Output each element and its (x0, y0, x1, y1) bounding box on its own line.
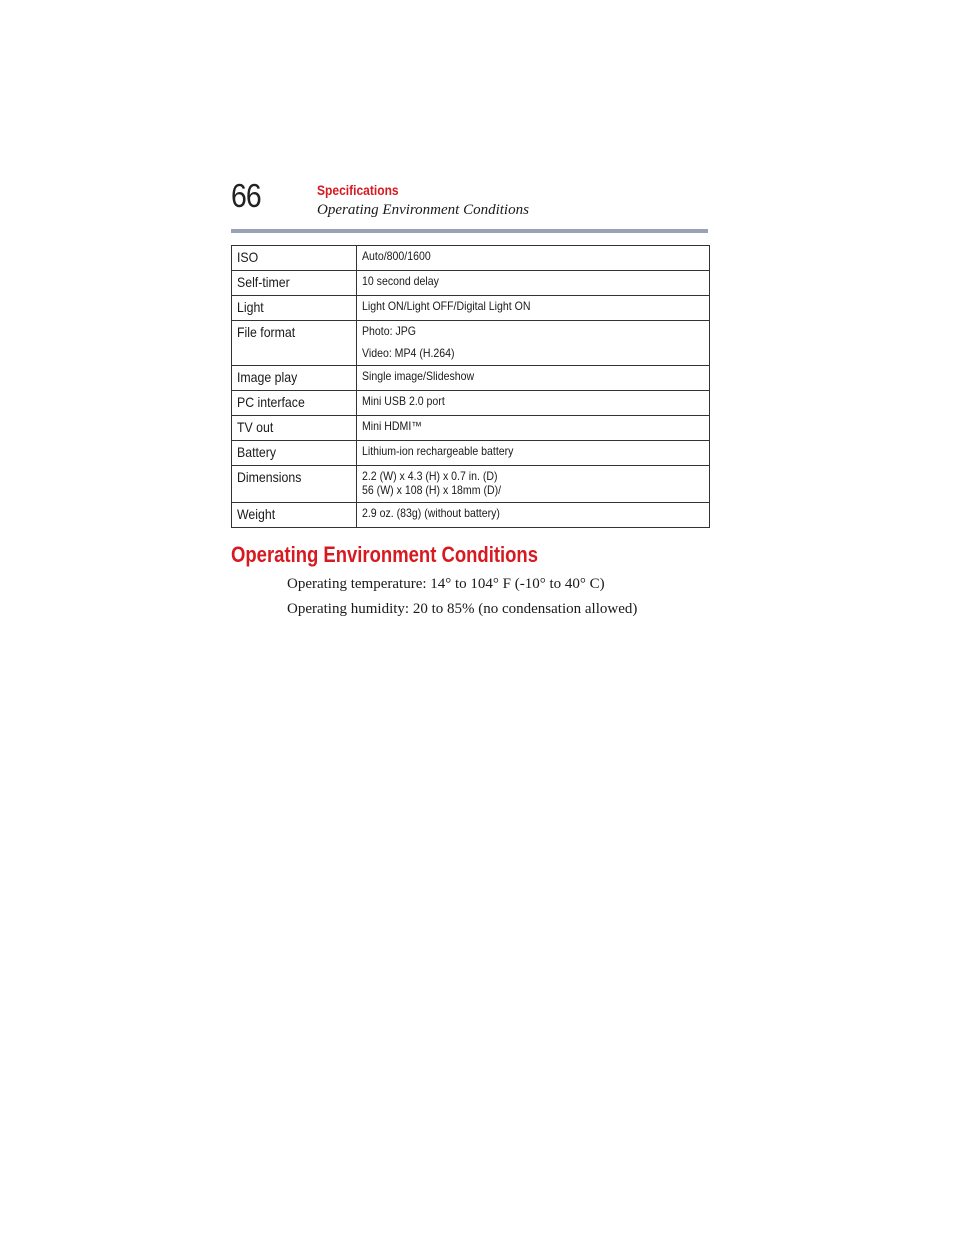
table-row (232, 466, 710, 503)
spec-value: Lithium-ion rechargeable battery (357, 441, 710, 466)
spec-value: Photo: JPG Video: MP4 (H.264) (357, 321, 710, 366)
spec-label: ISO (232, 246, 357, 271)
spec-label: Battery (232, 441, 357, 466)
running-header-subsection: Operating Environment Conditions (317, 202, 529, 218)
section-heading: Operating Environment Conditions (231, 542, 538, 567)
table-row (232, 441, 710, 466)
table-row (232, 296, 710, 321)
header-rule (231, 229, 708, 233)
spec-value: 2.9 oz. (83g) (without battery) (357, 503, 710, 528)
table-row (232, 271, 710, 296)
spec-value: 2.2 (W) x 4.3 (H) x 0.7 in. (D) 56 (W) x 108 (H) x 18mm (D)/ (357, 466, 710, 503)
spec-label: Self-timer (232, 271, 357, 296)
spec-label: PC interface (232, 391, 357, 416)
spec-label: File format (232, 321, 357, 366)
table-row (232, 391, 710, 416)
spec-value: Mini USB 2.0 port (357, 391, 710, 416)
spec-label: Light (232, 296, 357, 321)
spec-label: Dimensions (232, 466, 357, 503)
spec-value: Auto/800/1600 (357, 246, 710, 271)
page-number: 66 (231, 177, 261, 214)
table-row (232, 321, 710, 366)
spec-label: Weight (232, 503, 357, 528)
table-row (232, 503, 710, 528)
spec-value: Mini HDMI™ (357, 416, 710, 441)
spec-label: TV out (232, 416, 357, 441)
spec-label: Image play (232, 366, 357, 391)
operating-humidity-text: Operating humidity: 20 to 85% (no condensation allowed) (287, 601, 638, 617)
spec-value: Light ON/Light OFF/Digital Light ON (357, 296, 710, 321)
specifications-table (231, 245, 710, 528)
operating-temperature-text: Operating temperature: 14° to 104° F (-10° to 40° C) (287, 576, 605, 592)
table-row (232, 246, 710, 271)
spec-value: Single image/Slideshow (357, 366, 710, 391)
spec-value: 10 second delay (357, 271, 710, 296)
table-row (232, 366, 710, 391)
table-row (232, 416, 710, 441)
running-header-section: Specifications (317, 182, 399, 198)
